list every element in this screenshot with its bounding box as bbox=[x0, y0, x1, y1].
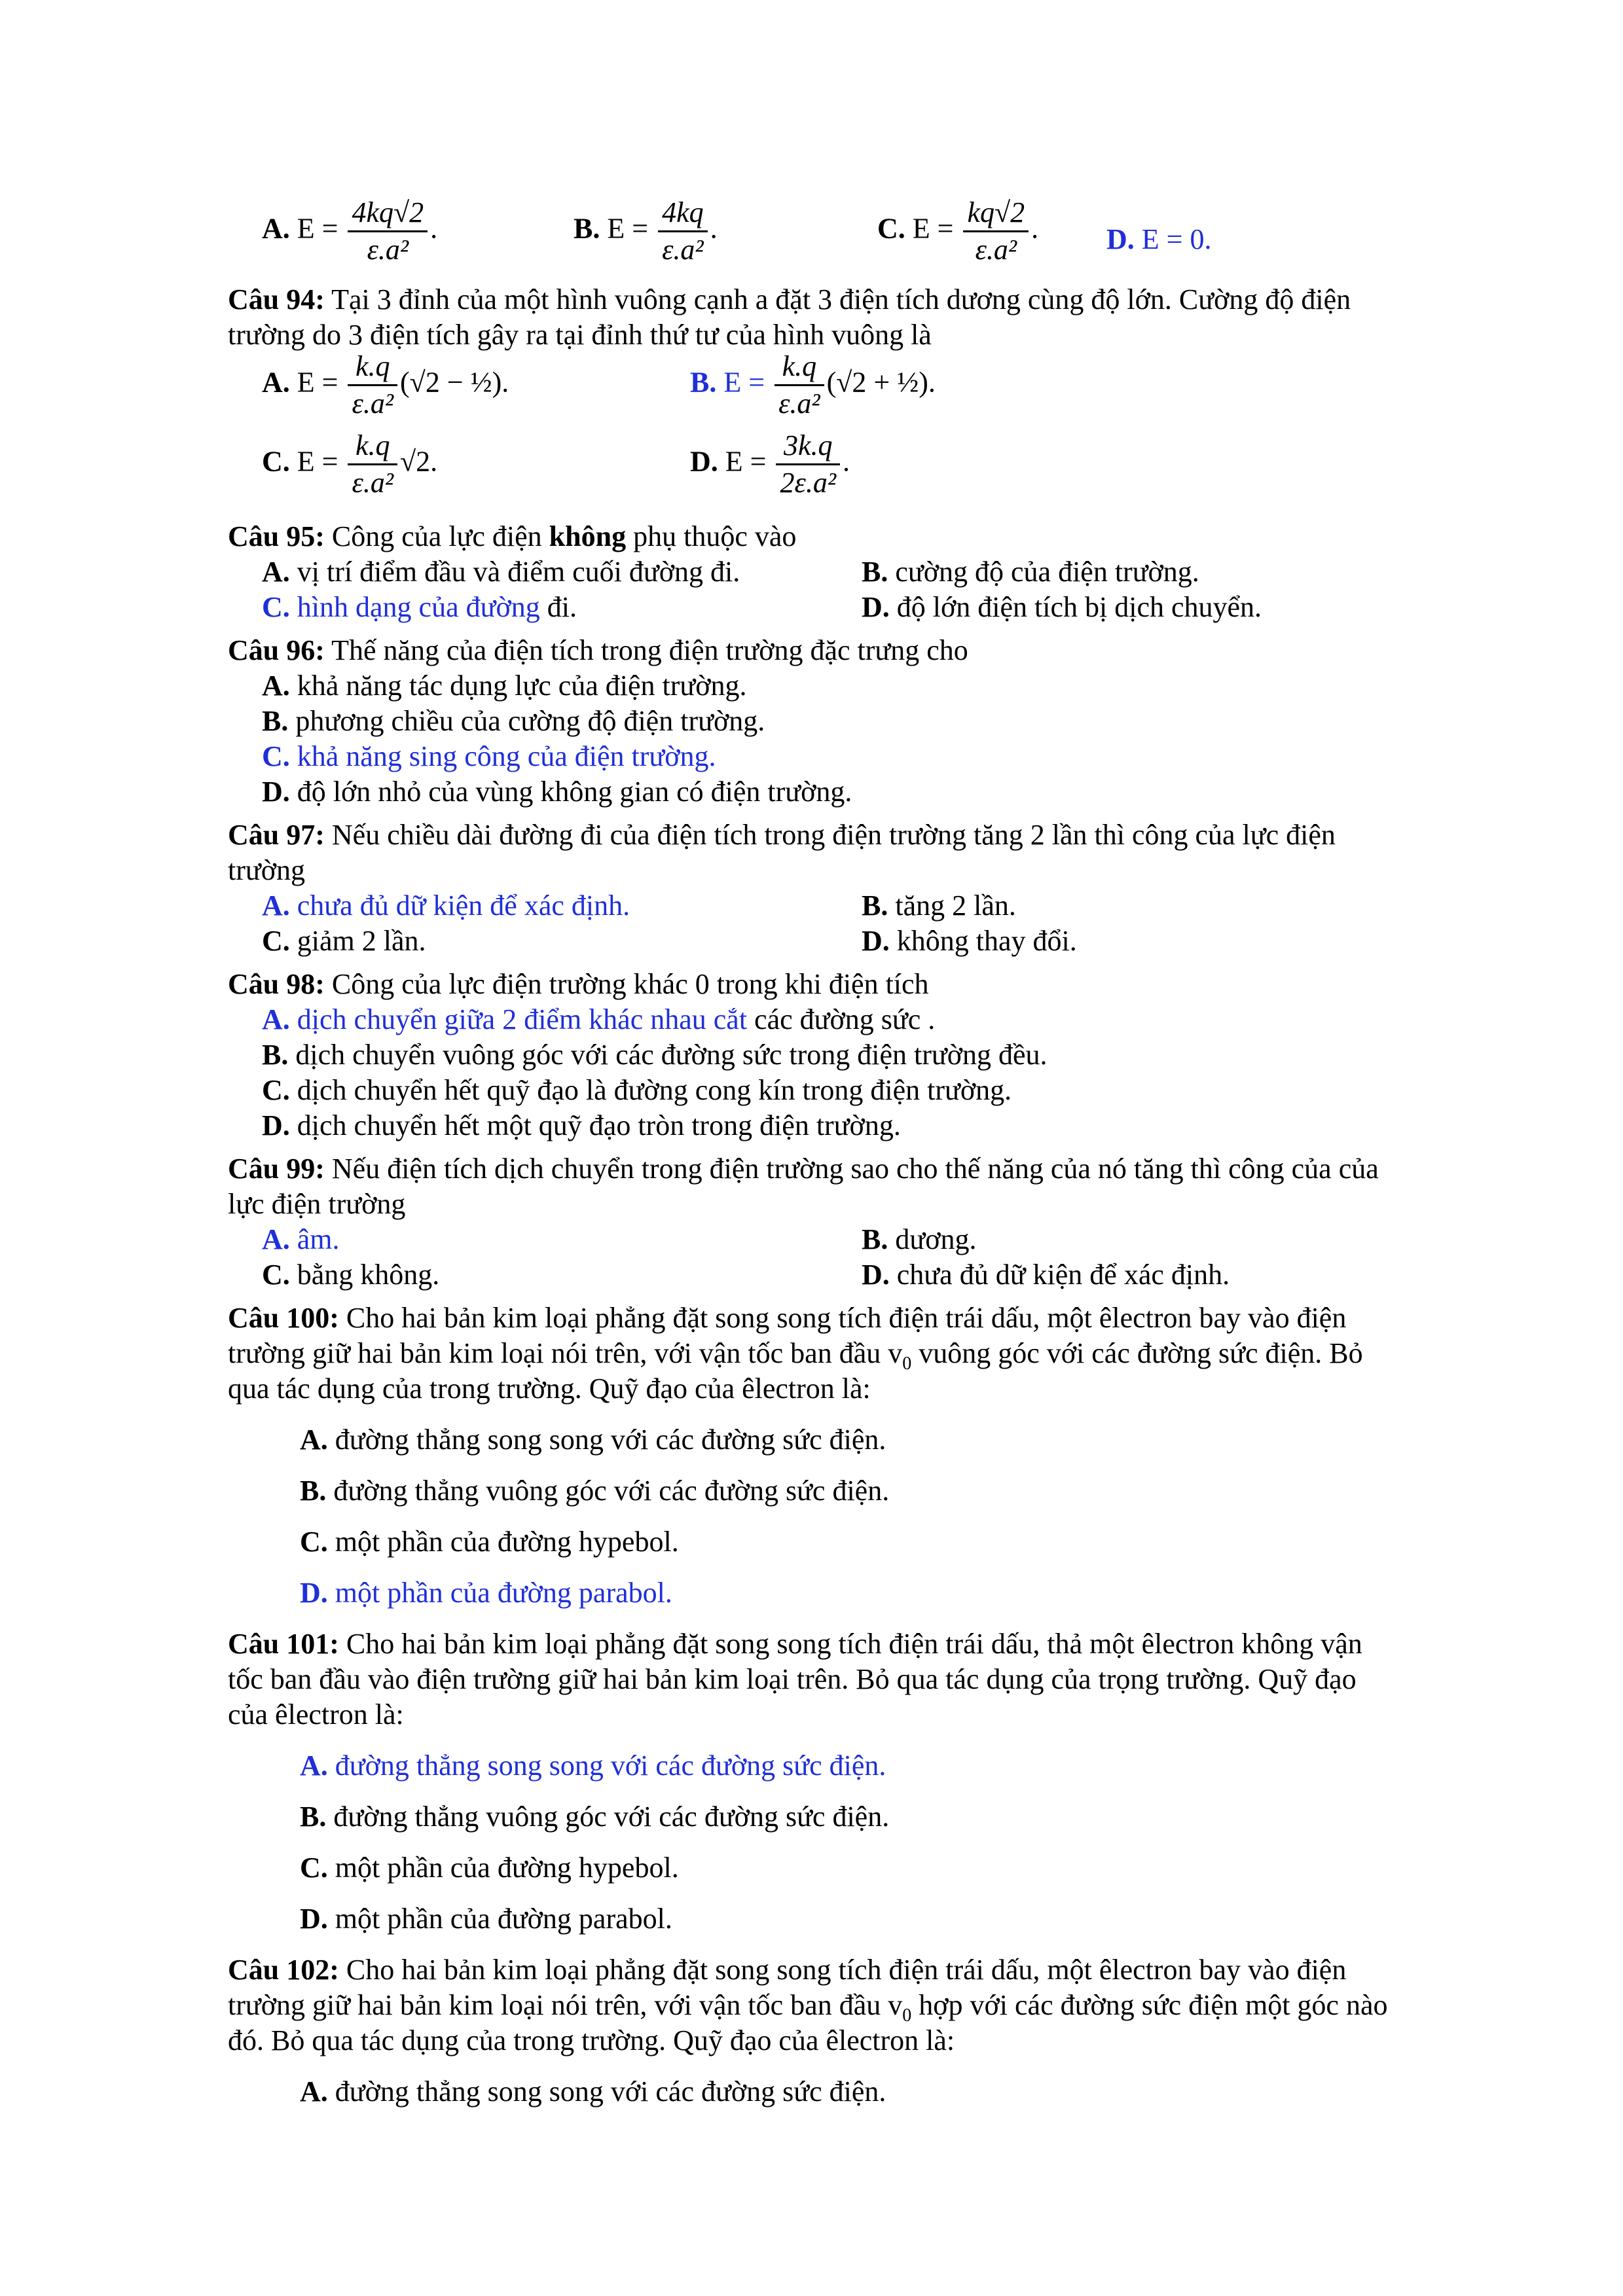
answer-d-correct: D. một phần của đường parabol. bbox=[300, 1577, 672, 1609]
answer-a: A. đường thẳng song song với các đường sức điện. bbox=[300, 2075, 886, 2108]
question-94-line2: trường do 3 điện tích gây ra tại đỉnh thứ tư của hình vuông là bbox=[228, 319, 932, 351]
question-96: Câu 96: Thế năng của điện tích trong điện trường đặc trưng cho bbox=[228, 634, 968, 666]
answer-b: B. phương chiều của cường độ điện trường. bbox=[262, 705, 765, 737]
answer-d: D. dịch chuyển hết một quỹ đạo tròn trong điện trường. bbox=[262, 1109, 901, 1141]
answer-d: D. chưa đủ dữ kiện để xác định. bbox=[862, 1259, 1230, 1291]
question-94: Câu 94: Tại 3 đỉnh của một hình vuông cạnh a đặt 3 điện tích dương cùng độ lớn. Cường độ điện bbox=[228, 283, 1351, 315]
answer-b: B. đường thẳng vuông góc với các đường sức điện. bbox=[300, 1801, 890, 1833]
question-99: Câu 99: Nếu điện tích dịch chuyển trong điện trường sao cho thế năng của nó tăng thì công của của bbox=[228, 1153, 1379, 1185]
fraction: $\frac{k.q}{\text{ε.a²}}$ bbox=[348, 350, 397, 420]
question-101: Câu 101: Cho hai bản kim loại phẳng đặt song song tích điện trái dấu, thả một êlectron không vận bbox=[228, 1628, 1362, 1660]
answer-b: B. cường độ của điện trường. bbox=[862, 556, 1199, 588]
question-102-line3: đó. Bỏ qua tác dụng của trong trường. Quỹ đạo của êlectron là: bbox=[228, 2024, 955, 2056]
question-99-line2: lực điện trường bbox=[228, 1188, 406, 1220]
answer-a-correct: A. đường thẳng song song với các đường sức điện. bbox=[300, 1749, 886, 1782]
answer-a: A. E = $\frac{4kq√2}{\text{ε.a²}}$ . bbox=[262, 196, 438, 266]
answer-a: A. vị trí điểm đầu và điểm cuối đường đi. bbox=[262, 556, 740, 588]
question-97-line2: trường bbox=[228, 854, 305, 886]
question-100: Câu 100: Cho hai bản kim loại phẳng đặt song song tích điện trái dấu, một êlectron bay vào điện bbox=[228, 1302, 1347, 1334]
answer-d: D. độ lớn nhỏ của vùng không gian có điện trường. bbox=[262, 776, 852, 808]
question-101-line3: của êlectron là: bbox=[228, 1698, 404, 1731]
question-102-line2: trường giữ hai bản kim loại nói trên, với vận tốc ban đầu $v_0$ hợp với các đường sức điện một góc nào bbox=[228, 1989, 1388, 2026]
answer-a: A. khả năng tác dụng lực của điện trường. bbox=[262, 670, 747, 702]
answer-c: C. E = $\frac{kq√2}{\text{ε.a²}}$ . bbox=[877, 196, 1039, 266]
fraction: $\frac{kq√2}{\text{ε.a²}}$ bbox=[963, 196, 1029, 266]
fraction: $\frac{k.q}{\text{ε.a²}}$ bbox=[775, 350, 824, 420]
answer-d-correct: D. E = 0. bbox=[1106, 223, 1212, 255]
answer-b: B. dương. bbox=[862, 1223, 977, 1255]
fraction: $\frac{3k.q}{\text{2ε.a²}}$ bbox=[776, 429, 840, 499]
answer-a-correct: A. âm. bbox=[262, 1223, 340, 1255]
answer-c: C. một phần của đường hypebol. bbox=[300, 1526, 679, 1558]
answer-c-correct: C. khả năng sing công của điện trường. bbox=[262, 740, 716, 772]
answer-c: C. E = $\frac{k.q}{\text{ε.a²}}$ √2. bbox=[262, 429, 438, 499]
answer-a-correct: A. chưa đủ dữ kiện để xác định. bbox=[262, 889, 630, 922]
answer-c-correct: C. hình dạng của đường đi. bbox=[262, 591, 577, 623]
question-101-line2: tốc ban đầu vào điện trường giữ hai bản kim loại trên. Bỏ qua tác dụng của trọng trường. Quỹ đạo bbox=[228, 1663, 1357, 1695]
answer-c: C. bằng không. bbox=[262, 1259, 440, 1291]
answer-d: D. không thay đổi. bbox=[862, 925, 1077, 957]
answer-a-correct: A. dịch chuyển giữa 2 điểm khác nhau cắt các đường sức . bbox=[262, 1003, 936, 1035]
answer-a: A. E = $\frac{k.q}{\text{ε.a²}}$ (√2 − ½). bbox=[262, 350, 509, 420]
answer-d: D. một phần của đường parabol. bbox=[300, 1903, 672, 1935]
answer-b: B. tăng 2 lần. bbox=[862, 889, 1016, 922]
answer-d: D. độ lớn điện tích bị dịch chuyển. bbox=[862, 591, 1262, 623]
answer-c: C. giảm 2 lần. bbox=[262, 925, 426, 957]
question-100-line3: qua tác dụng của trong trường. Quỹ đạo của êlectron là: bbox=[228, 1372, 871, 1405]
answer-c: C. dịch chuyển hết quỹ đạo là đường cong kín trong điện trường. bbox=[262, 1074, 1012, 1106]
question-98: Câu 98: Công của lực điện trường khác 0 trong khi điện tích bbox=[228, 968, 929, 1000]
question-97: Câu 97: Nếu chiều dài đường đi của điện tích trong điện trường tăng 2 lần thì công của lực điện bbox=[228, 819, 1336, 851]
fraction: $\frac{4kq}{\text{ε.a²}}$ bbox=[658, 196, 708, 266]
answer-b: B. dịch chuyển vuông góc với các đường sức trong điện trường đều. bbox=[262, 1039, 1048, 1071]
answer-b: B. đường thẳng vuông góc với các đường sức điện. bbox=[300, 1475, 890, 1507]
answer-a: A. đường thẳng song song với các đường sức điện. bbox=[300, 1424, 886, 1456]
answer-b: B. E = $\frac{4kq}{\text{ε.a²}}$ . bbox=[574, 196, 718, 266]
question-102: Câu 102: Cho hai bản kim loại phẳng đặt song song tích điện trái dấu, một êlectron bay vào điện bbox=[228, 1954, 1347, 1986]
fraction: $\frac{k.q}{\text{ε.a²}}$ bbox=[348, 429, 397, 499]
answer-b-correct: B. E = $\frac{k.q}{\text{ε.a²}}$ (√2 + ½). bbox=[690, 350, 936, 420]
answer-d: D. E = $\frac{3k.q}{\text{2ε.a²}}$ . bbox=[690, 429, 850, 499]
question-95: Câu 95: Công của lực điện không phụ thuộc vào bbox=[228, 520, 797, 552]
question-100-line2: trường giữ hai bản kim loại nói trên, với vận tốc ban đầu $v_0$ vuông góc với các đường sức điện. Bỏ bbox=[228, 1337, 1363, 1374]
fraction: $\frac{4kq√2}{\text{ε.a²}}$ bbox=[348, 196, 428, 266]
answer-c: C. một phần của đường hypebol. bbox=[300, 1852, 679, 1884]
